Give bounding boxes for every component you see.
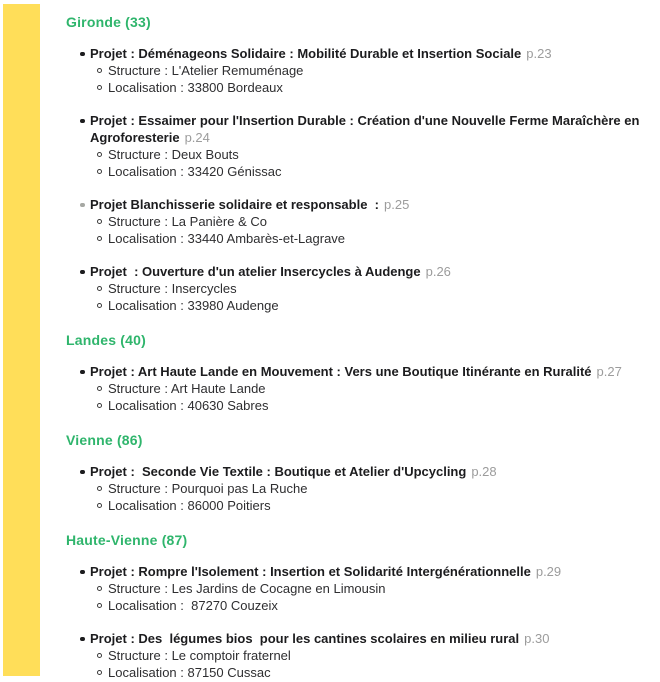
toc-entry <box>66 196 652 247</box>
structure-text: Structure : La Panière & Co <box>108 214 267 229</box>
project-title-line[interactable] <box>66 112 652 146</box>
structure-line <box>66 647 652 664</box>
bullet-icon <box>80 119 85 124</box>
structure-text: Structure : Deux Bouts <box>108 147 239 162</box>
localisation-text: Localisation : 33420 Génissac <box>108 164 282 179</box>
circle-bullet-icon <box>97 486 102 491</box>
localisation-line <box>66 597 652 614</box>
section-landes <box>66 332 652 414</box>
localisation-line <box>66 664 652 681</box>
section-haute-vienne <box>66 532 652 681</box>
project-title-line[interactable] <box>66 630 652 647</box>
structure-line <box>66 146 652 163</box>
project-title-line[interactable] <box>66 563 652 580</box>
project-title-line[interactable] <box>66 363 652 380</box>
localisation-text: Localisation : 87150 Cussac <box>108 665 271 680</box>
project-title[interactable]: Projet : Art Haute Lande en Mouvement : Vers une Boutique Itinérante en Ruralité <box>90 364 592 379</box>
page-ref[interactable]: p.28 <box>471 464 497 479</box>
localisation-text: Localisation : 86000 Poitiers <box>108 498 271 513</box>
toc-entry <box>66 112 652 180</box>
localisation-text: Localisation : 87270 Couzeix <box>108 598 278 613</box>
circle-bullet-icon <box>97 169 102 174</box>
page-ref[interactable]: p.29 <box>535 564 562 579</box>
circle-bullet-icon <box>97 85 102 90</box>
localisation-text: Localisation : 33980 Audenge <box>108 298 279 313</box>
circle-bullet-icon <box>97 670 102 675</box>
section-vienne <box>66 432 652 514</box>
table-of-contents <box>66 0 652 682</box>
section-heading: Gironde (33) <box>66 14 151 30</box>
circle-bullet-icon <box>97 586 102 591</box>
structure-text: Structure : Pourquoi pas La Ruche <box>108 481 308 496</box>
localisation-line <box>66 230 652 247</box>
circle-bullet-icon <box>97 653 102 658</box>
section-heading: Vienne (86) <box>66 432 143 448</box>
left-accent-bar <box>3 4 40 676</box>
structure-line <box>66 280 652 297</box>
localisation-text: Localisation : 33800 Bordeaux <box>108 80 283 95</box>
toc-entry <box>66 630 652 681</box>
project-title[interactable]: Projet : Des légumes bios pour les cantines scolaires en milieu rural <box>90 631 520 646</box>
circle-bullet-icon <box>97 286 102 291</box>
bullet-icon <box>80 270 85 275</box>
circle-bullet-icon <box>97 503 102 508</box>
structure-line <box>66 380 652 397</box>
section-heading: Haute-Vienne (87) <box>66 532 188 548</box>
project-title-line[interactable] <box>66 196 652 213</box>
project-title[interactable]: Projet : Essaimer pour l'Insertion Durable : Création d'une Nouvelle Ferme Maraîchère en Agroforesterie <box>90 113 643 145</box>
project-title[interactable]: Projet : Ouverture d'un atelier Insercycles à Audenge <box>90 264 421 279</box>
structure-text: Structure : Insercycles <box>108 281 237 296</box>
project-title-line[interactable] <box>66 263 652 280</box>
bullet-icon <box>80 370 85 375</box>
localisation-line <box>66 497 652 514</box>
structure-text: Structure : Art Haute Lande <box>108 381 266 396</box>
localisation-line <box>66 297 652 314</box>
structure-line <box>66 213 652 230</box>
localisation-line <box>66 79 652 96</box>
project-title[interactable]: Projet : Rompre l'Isolement : Insertion et Solidarité Intergénérationnelle <box>90 564 531 579</box>
page-ref[interactable]: p.23 <box>526 46 552 61</box>
circle-bullet-icon <box>97 68 102 73</box>
circle-bullet-icon <box>97 603 102 608</box>
project-title-line[interactable] <box>66 45 652 62</box>
toc-entry <box>66 463 652 514</box>
localisation-line <box>66 163 652 180</box>
toc-entry <box>66 263 652 314</box>
structure-text: Structure : Le comptoir fraternel <box>108 648 291 663</box>
project-title[interactable]: Projet Blanchisserie solidaire et responsable : <box>90 197 379 212</box>
circle-bullet-icon <box>97 152 102 157</box>
structure-text: Structure : Les Jardins de Cocagne en Limousin <box>108 581 386 596</box>
project-title-line[interactable] <box>66 463 652 480</box>
project-title[interactable]: Projet : Déménageons Solidaire : Mobilité Durable et Insertion Sociale <box>90 46 522 61</box>
circle-bullet-icon <box>97 219 102 224</box>
circle-bullet-icon <box>97 386 102 391</box>
toc-entry <box>66 363 652 414</box>
structure-line <box>66 580 652 597</box>
bullet-icon <box>80 570 85 575</box>
toc-entry <box>66 563 652 614</box>
bullet-icon <box>80 470 85 475</box>
structure-line <box>66 480 652 497</box>
bullet-icon <box>80 203 85 208</box>
page-ref[interactable]: p.30 <box>524 631 550 646</box>
localisation-text: Localisation : 40630 Sabres <box>108 398 269 413</box>
structure-line <box>66 62 652 79</box>
page-ref[interactable]: p.27 <box>596 364 622 379</box>
page-ref[interactable]: p.24 <box>184 130 210 145</box>
toc-entry <box>66 45 652 96</box>
section-heading: Landes (40) <box>66 332 146 348</box>
bullet-icon <box>80 637 85 642</box>
circle-bullet-icon <box>97 303 102 308</box>
project-title[interactable]: Projet : Seconde Vie Textile : Boutique et Atelier d'Upcycling <box>90 464 467 479</box>
section-gironde <box>66 14 652 314</box>
localisation-line <box>66 397 652 414</box>
page-ref[interactable]: p.26 <box>425 264 451 279</box>
structure-text: Structure : L'Atelier Remuménage <box>108 63 304 78</box>
bullet-icon <box>80 52 85 57</box>
circle-bullet-icon <box>97 236 102 241</box>
page-ref[interactable]: p.25 <box>384 197 410 212</box>
localisation-text: Localisation : 33440 Ambarès-et-Lagrave <box>108 231 346 246</box>
circle-bullet-icon <box>97 403 102 408</box>
